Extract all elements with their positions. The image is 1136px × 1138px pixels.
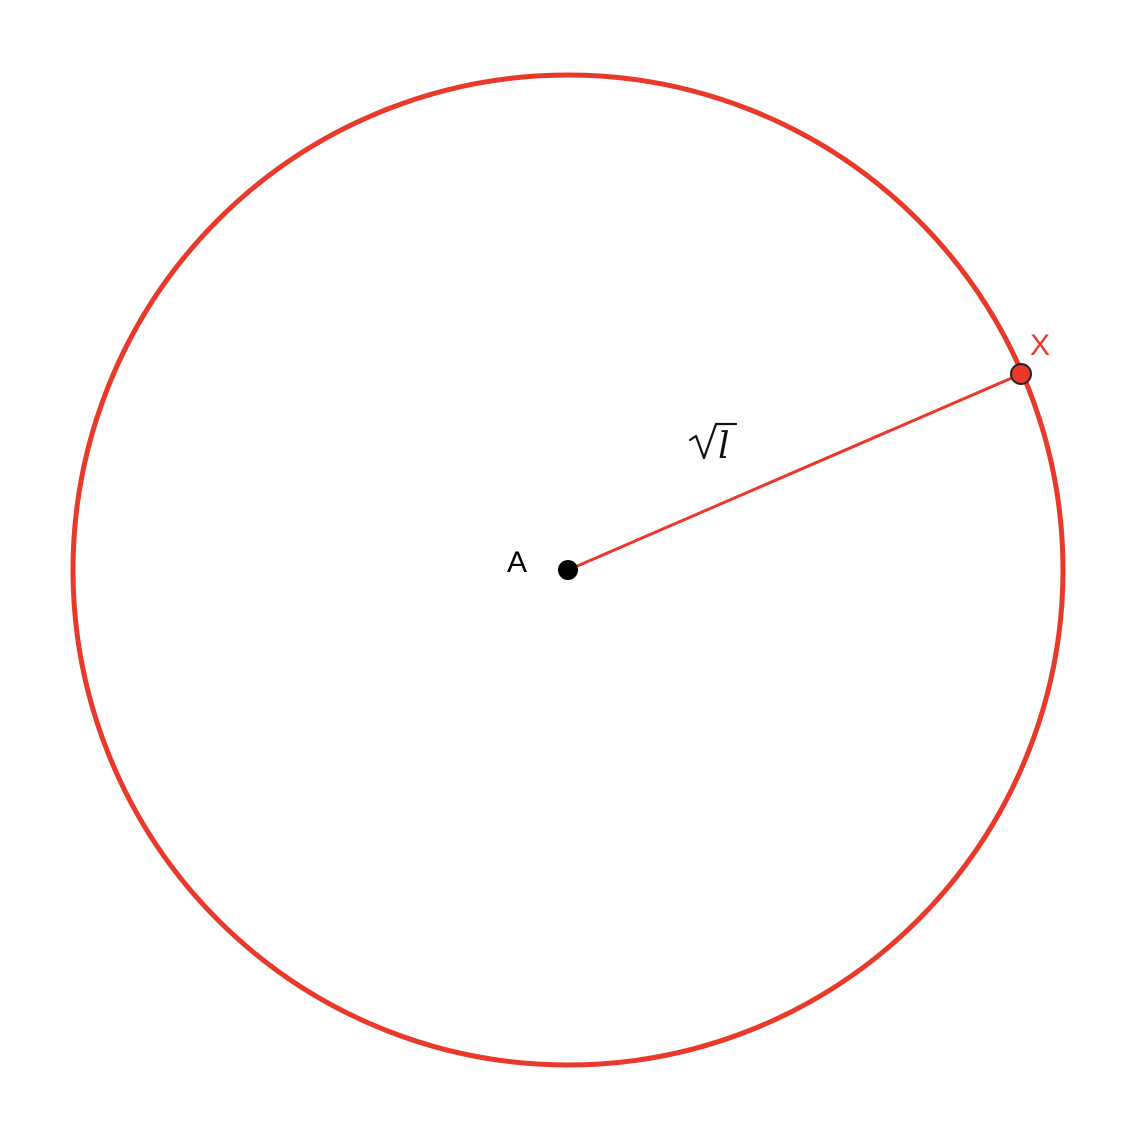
point-x-label: X xyxy=(1030,329,1051,362)
center-label: A xyxy=(507,546,528,579)
radius-label xyxy=(690,424,736,467)
radius-segment xyxy=(568,374,1021,570)
radius-variable: l xyxy=(718,426,730,467)
point-x[interactable] xyxy=(1011,364,1031,384)
center-point-a[interactable] xyxy=(558,560,578,580)
